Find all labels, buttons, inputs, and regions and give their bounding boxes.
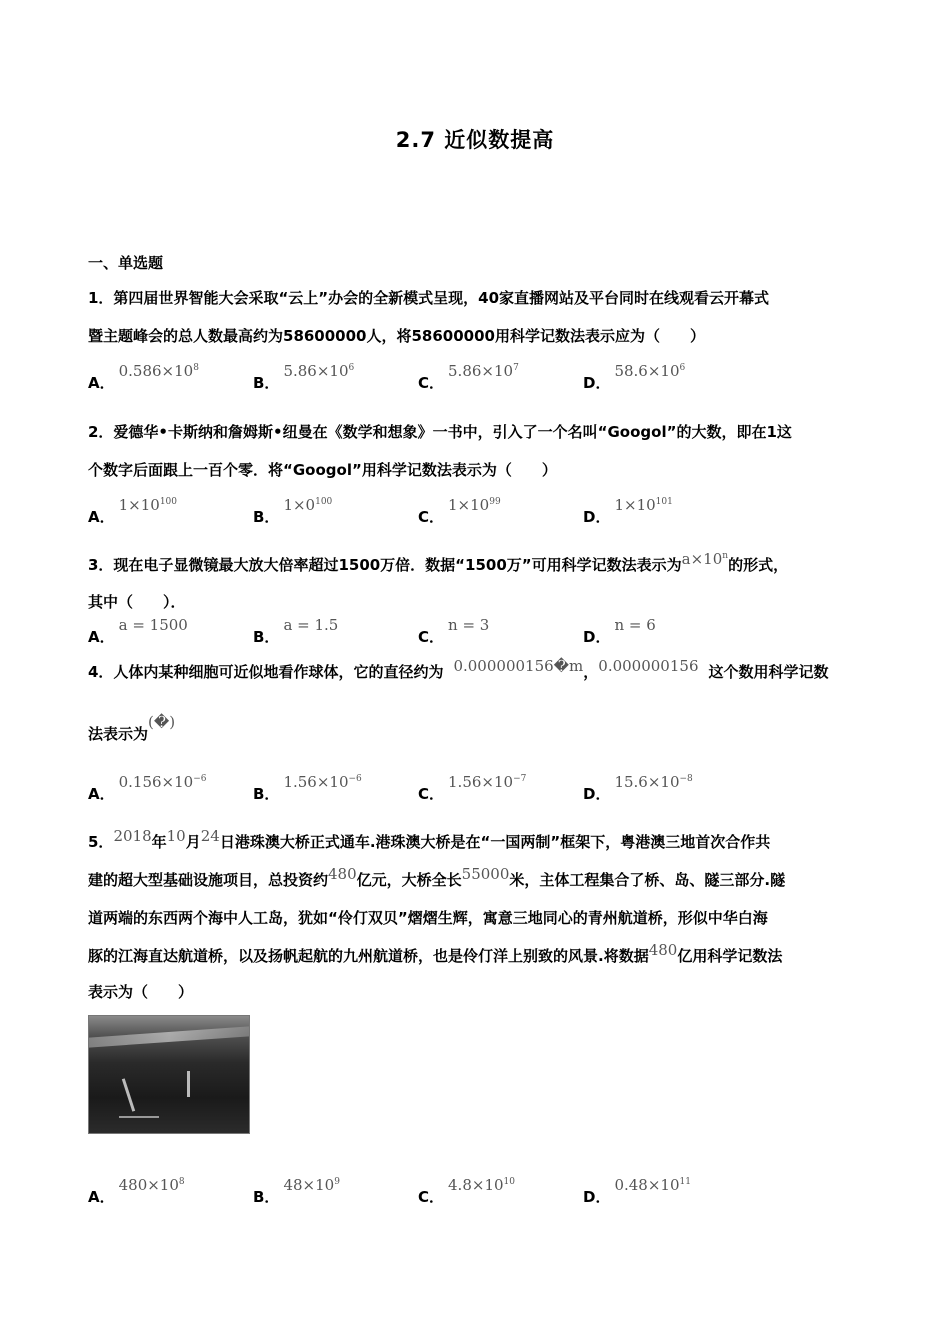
- option-value: n = 3: [448, 616, 490, 634]
- option-label: D．: [583, 508, 611, 526]
- math-number: 480: [328, 865, 357, 883]
- math-expression: 0.000000156: [598, 657, 699, 675]
- option-value: $0.156\times 10^{-6}$: [118, 773, 207, 791]
- option-value: $5.86\times 10^6$: [283, 362, 355, 380]
- option-label: A．: [88, 785, 115, 803]
- option-label: B．: [253, 374, 280, 392]
- question-text-line: 表示为（ ）: [88, 983, 194, 1001]
- option-d[interactable]: [583, 362, 686, 392]
- option-b[interactable]: [253, 773, 362, 803]
- option-label: A．: [88, 508, 115, 526]
- question-text-line: 3．现在电子显微镜最大放大倍率超过1500万倍．数据“1500万”可用科学记数法表示为$a\times 10^n$的形式，: [88, 550, 789, 574]
- question-2-options: [88, 498, 868, 528]
- option-d[interactable]: [583, 1176, 691, 1206]
- option-value: a = 1500: [118, 616, 188, 634]
- question-text-line: 个数字后面跟上一百个零．将“Googol”用科学记数法表示为（ ）: [88, 461, 557, 479]
- math-number: 2018: [113, 827, 152, 845]
- math-expression: (�): [148, 713, 176, 731]
- option-value: $480\times 10^8$: [118, 1176, 185, 1194]
- question-text-line: 4．人体内某种细胞可近似地看作球体，它的直径约为 0.000000156�m，0.000000156 这个数用科学记数: [88, 657, 829, 681]
- option-value: $1\times 10^{99}$: [448, 496, 501, 514]
- option-c[interactable]: [418, 616, 490, 646]
- option-label: C．: [418, 1188, 445, 1206]
- option-value: a = 1.5: [283, 616, 339, 634]
- option-value: n = 6: [614, 616, 656, 634]
- option-b[interactable]: [253, 362, 355, 392]
- bridge-photo: [88, 1015, 250, 1134]
- option-a[interactable]: [88, 1176, 185, 1206]
- option-label: D．: [583, 374, 611, 392]
- option-a[interactable]: [88, 496, 177, 526]
- math-number: 480: [648, 941, 678, 959]
- option-d[interactable]: [583, 616, 656, 646]
- question-text-line: 豚的江海直达航道桥，以及扬帆起航的九州航道桥，也是伶仃洋上别致的风景.将数据480亿用科学记数法: [88, 941, 783, 965]
- math-number: 24: [200, 827, 220, 845]
- option-value: $4.8\times 10^{10}$: [448, 1176, 515, 1194]
- option-value: $48\times 10^9$: [283, 1176, 340, 1194]
- option-label: A．: [88, 1188, 115, 1206]
- option-value: $1\times 10^{101}$: [614, 496, 673, 514]
- option-d[interactable]: [583, 496, 673, 526]
- option-value: $15.6\times 10^{-8}$: [614, 773, 693, 791]
- question-text-line: 法表示为(�): [88, 713, 176, 743]
- option-label: C．: [418, 374, 445, 392]
- option-value: $1.56\times 10^{-7}$: [448, 773, 527, 791]
- option-value: $58.6\times 10^6$: [614, 362, 686, 380]
- question-text-line: 暨主题峰会的总人数最高约为58600000人，将58600000用科学记数法表示应为（ ）: [88, 327, 705, 345]
- option-label: B．: [253, 628, 280, 646]
- option-label: C．: [418, 785, 445, 803]
- option-c[interactable]: [418, 1176, 515, 1206]
- question-text-line: 2．爱德华•卡斯纳和詹姆斯•纽曼在《数学和想象》一书中，引入了一个名叫“Googol”的大数，即在1这: [88, 423, 792, 441]
- question-4-options: [88, 775, 868, 805]
- option-label: B．: [253, 1188, 280, 1206]
- question-1-options: [88, 364, 868, 394]
- option-label: D．: [583, 1188, 611, 1206]
- question-3-options: [88, 618, 868, 648]
- option-b[interactable]: [253, 616, 339, 646]
- math-expression: 0.000000156�m: [453, 657, 584, 675]
- option-value: $1.56\times 10^{-6}$: [283, 773, 362, 791]
- option-a[interactable]: [88, 773, 207, 803]
- option-b[interactable]: [253, 1176, 340, 1206]
- option-label: A．: [88, 628, 115, 646]
- document-title: 2.7 近似数提高: [395, 128, 555, 152]
- question-text-line: 1．第四届世界智能大会采取“云上”办会的全新模式呈现，40家直播网站及平台同时在线观看云开幕式: [88, 289, 770, 307]
- option-label: D．: [583, 628, 611, 646]
- option-label: C．: [418, 508, 445, 526]
- option-d[interactable]: [583, 773, 693, 803]
- question-text-line: 道两端的东西两个海中人工岛，犹如“伶仃双贝”熠熠生辉，寓意三地同心的青州航道桥，形似中华白海: [88, 909, 768, 927]
- option-value: $5.86\times 10^7$: [448, 362, 519, 380]
- option-label: D．: [583, 785, 611, 803]
- question-5-options: [88, 1178, 868, 1208]
- option-value: $0.586\times 10^8$: [118, 362, 199, 380]
- option-label: C．: [418, 628, 445, 646]
- option-value: $1\times 10^{100}$: [118, 496, 177, 514]
- option-label: A．: [88, 374, 115, 392]
- option-b[interactable]: [253, 496, 333, 526]
- question-text-line: 5．2018年10月24日港珠澳大桥正式通车.港珠澳大桥是在“一国两制”框架下，粤港澳三地首次合作共: [88, 827, 771, 851]
- option-c[interactable]: [418, 362, 519, 392]
- math-expression: $a\times 10^n$: [681, 550, 729, 568]
- option-value: $1\times 0^{100}$: [283, 496, 333, 514]
- option-label: B．: [253, 508, 280, 526]
- option-c[interactable]: [418, 773, 527, 803]
- math-number: 10: [166, 827, 186, 845]
- option-value: $0.48\times 10^{11}$: [614, 1176, 691, 1194]
- option-a[interactable]: [88, 362, 199, 392]
- option-c[interactable]: [418, 496, 501, 526]
- math-number: 55000: [461, 865, 510, 883]
- question-text-line: 建的超大型基础设施项目，总投资约480亿元，大桥全长55000米，主体工程集合了桥、岛、隧三部分.隧: [88, 865, 786, 889]
- option-a[interactable]: [88, 616, 188, 646]
- question-text-line: 其中（ ）．: [88, 593, 186, 611]
- option-label: B．: [253, 785, 280, 803]
- section-heading: 一、单选题: [88, 254, 164, 272]
